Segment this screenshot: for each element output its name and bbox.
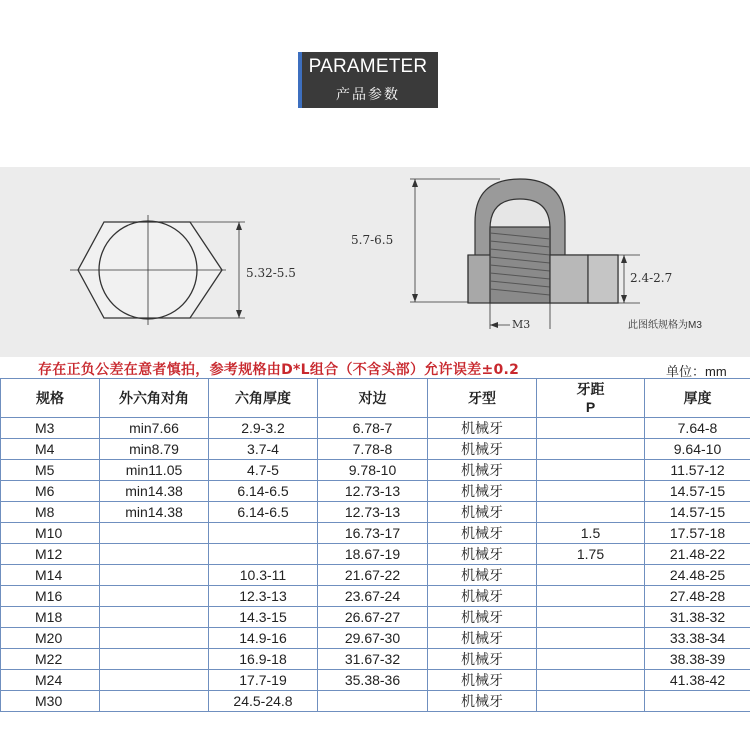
cell-thickness: 9.64-10 bbox=[645, 439, 750, 460]
cell-hex-thickness bbox=[209, 523, 318, 544]
cell-hex-thickness: 10.3-11 bbox=[209, 565, 318, 586]
cell-hex: min11.05 bbox=[100, 460, 209, 481]
cell-size: M8 bbox=[1, 502, 100, 523]
cell-thickness bbox=[645, 691, 750, 712]
spec-table bbox=[0, 378, 750, 712]
cell-size: M12 bbox=[1, 544, 100, 565]
cell-thread: 机械牙 bbox=[428, 481, 537, 502]
cell-pitch bbox=[537, 439, 645, 460]
cell-thread: 机械牙 bbox=[428, 607, 537, 628]
cell-size: M14 bbox=[1, 565, 100, 586]
cell-side: 23.67-24 bbox=[318, 586, 428, 607]
cell-hex-thickness: 16.9-18 bbox=[209, 649, 318, 670]
table-row bbox=[1, 565, 750, 586]
cell-side: 18.67-19 bbox=[318, 544, 428, 565]
cell-thread: 机械牙 bbox=[428, 628, 537, 649]
cell-thread: 机械牙 bbox=[428, 460, 537, 481]
cell-thread: 机械牙 bbox=[428, 544, 537, 565]
cell-side: 9.78-10 bbox=[318, 460, 428, 481]
header-opposite-side: 对边 bbox=[318, 379, 428, 418]
badge-title-cn: 产品参数 bbox=[336, 86, 400, 102]
cell-thickness: 41.38-42 bbox=[645, 670, 750, 691]
cell-thickness: 11.57-12 bbox=[645, 460, 750, 481]
header-pitch-line1: 牙距 bbox=[576, 381, 605, 397]
cell-hex: min14.38 bbox=[100, 481, 209, 502]
cell-hex bbox=[100, 586, 209, 607]
header-size: 规格 bbox=[1, 379, 100, 418]
cell-thread: 机械牙 bbox=[428, 502, 537, 523]
table-row bbox=[1, 586, 750, 607]
cell-hex bbox=[100, 565, 209, 586]
cell-pitch bbox=[537, 628, 645, 649]
cell-pitch bbox=[537, 481, 645, 502]
thread-label: M3 bbox=[512, 318, 531, 331]
cell-side: 7.78-8 bbox=[318, 439, 428, 460]
cell-pitch bbox=[537, 565, 645, 586]
cell-thickness: 27.48-28 bbox=[645, 586, 750, 607]
cell-size: M20 bbox=[1, 628, 100, 649]
cell-thickness: 21.48-22 bbox=[645, 544, 750, 565]
table-row bbox=[1, 523, 750, 544]
cell-hex-thickness: 6.14-6.5 bbox=[209, 502, 318, 523]
cell-thread: 机械牙 bbox=[428, 670, 537, 691]
cell-size: M30 bbox=[1, 691, 100, 712]
cell-pitch bbox=[537, 418, 645, 439]
cell-pitch: 1.75 bbox=[537, 544, 645, 565]
cell-thread: 机械牙 bbox=[428, 523, 537, 544]
table-row bbox=[1, 418, 750, 439]
cell-size: M5 bbox=[1, 460, 100, 481]
table-row bbox=[1, 544, 750, 565]
cell-hex: min7.66 bbox=[100, 418, 209, 439]
cell-thread: 机械牙 bbox=[428, 649, 537, 670]
cell-hex bbox=[100, 670, 209, 691]
technical-drawing bbox=[0, 167, 750, 357]
cell-hex-thickness: 12.3-13 bbox=[209, 586, 318, 607]
cell-pitch bbox=[537, 460, 645, 481]
tolerance-note: 存在正负公差在意者慎拍，参考规格由D*L组合（不含头部）允许误差±0.2 bbox=[38, 362, 520, 378]
cell-side: 6.78-7 bbox=[318, 418, 428, 439]
table-body bbox=[1, 418, 750, 712]
cell-side: 21.67-22 bbox=[318, 565, 428, 586]
cell-side: 26.67-27 bbox=[318, 607, 428, 628]
cell-hex-thickness: 2.9-3.2 bbox=[209, 418, 318, 439]
cell-pitch bbox=[537, 607, 645, 628]
table-row bbox=[1, 481, 750, 502]
table-row bbox=[1, 628, 750, 649]
cell-thickness: 14.57-15 bbox=[645, 481, 750, 502]
cell-pitch bbox=[537, 502, 645, 523]
header-thread-type: 牙型 bbox=[428, 379, 537, 418]
cell-thickness: 24.48-25 bbox=[645, 565, 750, 586]
cell-hex: min14.38 bbox=[100, 502, 209, 523]
cell-size: M18 bbox=[1, 607, 100, 628]
hex-dimension-label: 5.32-5.5 bbox=[246, 266, 296, 280]
header-pitch-line2: P bbox=[585, 399, 596, 415]
cell-thickness: 14.57-15 bbox=[645, 502, 750, 523]
cell-thickness: 33.38-34 bbox=[645, 628, 750, 649]
cell-side: 12.73-13 bbox=[318, 481, 428, 502]
cell-hex-thickness: 17.7-19 bbox=[209, 670, 318, 691]
table-row bbox=[1, 439, 750, 460]
header-hex-thickness: 六角厚度 bbox=[209, 379, 318, 418]
cell-size: M24 bbox=[1, 670, 100, 691]
unit-label: 单位：mm bbox=[666, 364, 727, 379]
cell-thread: 机械牙 bbox=[428, 691, 537, 712]
cell-thread: 机械牙 bbox=[428, 565, 537, 586]
header-thickness: 厚度 bbox=[645, 379, 750, 418]
acorn-side-view bbox=[410, 179, 640, 329]
cell-hex: min8.79 bbox=[100, 439, 209, 460]
table-header-row bbox=[1, 379, 750, 418]
cell-pitch bbox=[537, 649, 645, 670]
table-row bbox=[1, 670, 750, 691]
cell-size: M22 bbox=[1, 649, 100, 670]
cell-size: M3 bbox=[1, 418, 100, 439]
cell-side bbox=[318, 691, 428, 712]
cell-side: 35.38-36 bbox=[318, 670, 428, 691]
cell-hex bbox=[100, 544, 209, 565]
cell-hex bbox=[100, 607, 209, 628]
cell-hex bbox=[100, 649, 209, 670]
hex-top-view bbox=[70, 215, 245, 325]
table-row bbox=[1, 502, 750, 523]
header-hex-across: 外六角对角 bbox=[100, 379, 209, 418]
cell-side: 16.73-17 bbox=[318, 523, 428, 544]
cell-hex-thickness bbox=[209, 544, 318, 565]
cell-thread: 机械牙 bbox=[428, 586, 537, 607]
cell-pitch bbox=[537, 691, 645, 712]
cell-pitch bbox=[537, 586, 645, 607]
height-dimension-label: 5.7-6.5 bbox=[351, 233, 394, 247]
cell-side: 31.67-32 bbox=[318, 649, 428, 670]
header-pitch bbox=[537, 379, 645, 418]
cell-thread: 机械牙 bbox=[428, 439, 537, 460]
cell-hex-thickness: 4.7-5 bbox=[209, 460, 318, 481]
cell-side: 29.67-30 bbox=[318, 628, 428, 649]
table-row bbox=[1, 607, 750, 628]
badge-title-en: PARAMETER bbox=[308, 56, 428, 77]
cell-thickness: 31.38-32 bbox=[645, 607, 750, 628]
cell-pitch bbox=[537, 670, 645, 691]
cell-size: M6 bbox=[1, 481, 100, 502]
cell-pitch: 1.5 bbox=[537, 523, 645, 544]
table-row bbox=[1, 691, 750, 712]
hex-height-dimension-label: 2.4-2.7 bbox=[630, 271, 673, 285]
cell-hex-thickness: 3.7-4 bbox=[209, 439, 318, 460]
cell-thickness: 38.38-39 bbox=[645, 649, 750, 670]
cell-thickness: 7.64-8 bbox=[645, 418, 750, 439]
cell-size: M16 bbox=[1, 586, 100, 607]
cell-thread: 机械牙 bbox=[428, 418, 537, 439]
drawing-note: 此图纸规格为M3 bbox=[628, 320, 702, 331]
cell-thickness: 17.57-18 bbox=[645, 523, 750, 544]
cell-size: M10 bbox=[1, 523, 100, 544]
cell-hex-thickness: 24.5-24.8 bbox=[209, 691, 318, 712]
table-row bbox=[1, 460, 750, 481]
cell-side: 12.73-13 bbox=[318, 502, 428, 523]
cell-hex-thickness: 14.9-16 bbox=[209, 628, 318, 649]
cell-hex-thickness: 14.3-15 bbox=[209, 607, 318, 628]
cell-size: M4 bbox=[1, 439, 100, 460]
cell-hex bbox=[100, 523, 209, 544]
cell-hex bbox=[100, 628, 209, 649]
cell-hex-thickness: 6.14-6.5 bbox=[209, 481, 318, 502]
table-row bbox=[1, 649, 750, 670]
parameter-badge bbox=[298, 52, 438, 108]
cell-hex bbox=[100, 691, 209, 712]
